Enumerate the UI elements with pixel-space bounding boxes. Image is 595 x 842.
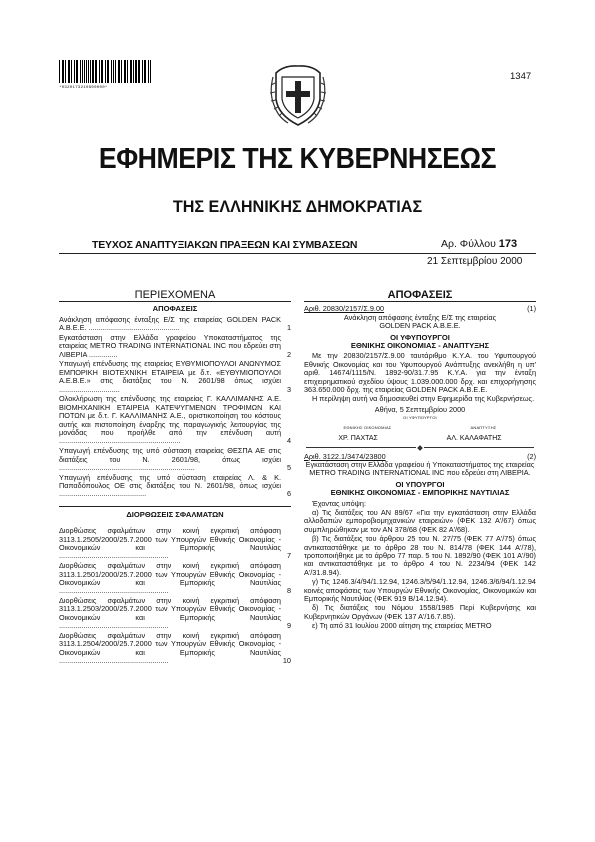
- barcode-bar: [86, 60, 87, 83]
- decision-2-subject: Εγκατάσταση στην Ελλάδα γραφείου ή Υποκαταστήματος της εταιρείας METRO TRADING INTERNATIONAL INC που εδρεύει στη ΛΙΒΕΡΙΑ.: [305, 459, 535, 478]
- decisions-title: ΑΠΟΦΑΣΕΙΣ: [387, 289, 453, 301]
- decision-2-authority-2: ΕΘΝΙΚΗΣ ΟΙΚΟΝΟΜΙΑΣ - ΕΜΠΟΡΙΚΗΣ ΝΑΥΤΙΛΙΑΣ: [330, 488, 510, 498]
- barcode-bar: [131, 60, 132, 83]
- barcode-bar: [135, 60, 136, 83]
- decision-1-signer-roles: [304, 424, 536, 432]
- masthead-title: ΕΦΗΜΕΡΙΣ ΤΗΣ ΚΥΒΕΡΝΗΣΕΩΣ: [98, 143, 497, 175]
- signer-1-role: ΕΘΝΙΚΗΣ ΟΙΚΟΝΟΜΙΑΣ: [343, 424, 392, 430]
- barcode-bar: [113, 60, 114, 83]
- toc-decision-item-page: 5: [286, 462, 291, 472]
- signer-2-name: ΑΛ. ΚΑΛΑΦΑΤΗΣ: [446, 435, 502, 443]
- barcode-bar: [82, 60, 83, 83]
- barcode-bar: [68, 60, 69, 83]
- decision-1-signers: [304, 435, 536, 443]
- coat-of-arms-icon: [268, 63, 328, 129]
- toc-decision-item[interactable]: [59, 360, 291, 394]
- barcode-bar: [144, 60, 145, 83]
- barcode-bar: [63, 60, 64, 83]
- toc-decision-item-page: 4: [286, 436, 291, 446]
- decision-2-ref: Αριθ. 3122.1/3474/23800: [304, 451, 386, 461]
- barcode-bar: [88, 60, 89, 83]
- toc-decision-item[interactable]: [59, 334, 291, 359]
- decision-2-item: δ) Τις διατάξεις του Νόμου 1558/1985 Περί Κυβερνήσης και Κυβερνητικών Οργάνων (ΦΕΚ 137 Α'/16.7.85).: [304, 603, 536, 621]
- toc-correction-item[interactable]: [59, 597, 291, 631]
- toc-decision-item-page: 6: [286, 489, 291, 499]
- toc-decision-item-text: Ανάκληση απόφασης ένταξης Ε/Σ της εταιρείας GOLDEN PACK A.B.E.E. .............................................: [59, 314, 281, 333]
- barcode-bar: [76, 60, 77, 83]
- decision-2-authority-1: ΟΙ ΥΠΟΥΡΓΟΙ: [395, 479, 445, 489]
- barcode-bar: [59, 60, 60, 83]
- toc-correction-item-text: Διορθώσεις σφαλμάτων στην κοινή εγκριτική απόφαση 3113.1.2501/2000/25.7.2000 των Υπουργών Εθνικής Οικονομίας - Οικονομικών και Εμπορικής Ναυτιλίας ......................................................: [59, 561, 281, 596]
- toc-correction-item-page: 8: [286, 586, 291, 596]
- toc-correction-item-text: Διορθώσεις σφαλμάτων στην κοινή εγκριτική απόφαση 3113.1.2503/2000/25.7.2000 των Υπουργών Εθνικής Οικονομίας - Οικονομικών και Εμπορικής Ναυτιλίας ......................................................: [59, 596, 281, 631]
- decisions-column: [304, 291, 536, 632]
- issue-number-value: 173: [498, 238, 518, 250]
- decision-1-number: (1): [527, 304, 536, 314]
- barcode-bar: [77, 60, 78, 83]
- decision-1-authority-1: ΟΙ ΥΦΥΠΟΥΡΓΟΙ: [390, 332, 450, 342]
- toc-decision-item[interactable]: [59, 316, 291, 333]
- toc-decision-item-page: 2: [286, 349, 291, 359]
- toc-correction-item-page: 9: [286, 621, 291, 631]
- page-number: 1347: [510, 71, 532, 82]
- toc-decision-item-page: 3: [286, 384, 291, 394]
- decision-1-signers-heading: ΟΙ ΥΦΥΠΟΥΡΓΟΙ: [403, 415, 437, 421]
- barcode-bar: [119, 60, 120, 83]
- issue-type: ΤΕΥΧΟΣ ΑΝΑΠΤΥΞΙΑΚΩΝ ΠΡΑΞΕΩΝ ΚΑΙ ΣΥΜΒΑΣΕΩΝ: [92, 239, 358, 251]
- decision-2-number: (2): [527, 451, 536, 461]
- barcode-bar: [127, 60, 128, 83]
- toc-decision-item-page: 1: [286, 323, 291, 333]
- issue-date: 21 Σεπτεμβρίου 2000: [427, 256, 523, 267]
- toc-decision-item[interactable]: [59, 447, 291, 472]
- toc-decision-item-text: Υπαγωγή επένδυσης της υπό σύσταση εταιρείας ΘΕΣΠΑ ΑΕ στις διατάξεις του Ν. 2601/98, όπως ισχύει ...................................................................: [59, 446, 281, 472]
- decision-2-item: γ) Τις 1246.3/4/94/1.12.94, 1246.3/5/94/1.12.94, 1246.3/6/94/1.12.94 κοινές αποφάσεις των Υπουργών Εθνικής Οικονομίας, Οικονομικών και Εμπορικής Ναυτιλίας (ΦΕΚ 919 Β/14.12.94).: [304, 577, 536, 603]
- decision-2-considering: Έχοντας υπόψη:: [312, 498, 366, 508]
- barcode-bar: [108, 60, 109, 83]
- toc-correction-item-page: 10: [282, 656, 291, 666]
- barcode-bar: [130, 60, 131, 83]
- decisions-list: [59, 316, 291, 499]
- barcode-bar: [101, 60, 102, 83]
- decision-1-place-date: Αθήνα, 5 Σεπτεμβρίου 2000: [374, 404, 466, 414]
- barcode-bar: [111, 60, 112, 83]
- decisions-heading: ΑΠΟΦΑΣΕΙΣ: [152, 304, 198, 314]
- barcode-bar: [118, 60, 119, 83]
- toc-correction-item[interactable]: [59, 527, 291, 561]
- issue-label: Αρ. Φύλλου: [441, 238, 496, 250]
- barcode-bar: [107, 60, 108, 83]
- barcode-bar: [95, 60, 96, 83]
- signer-1-name: ΧΡ. ΠΑΧΤΑΣ: [338, 435, 378, 443]
- contents-title: ΠΕΡΙΕΧΟΜΕΝΑ: [134, 289, 216, 301]
- contents-rule: [59, 301, 291, 302]
- barcode-bar: [121, 60, 122, 83]
- toc-decision-item-text: Υπαγωγή επένδυσης της υπό σύσταση εταιρείας Λ. & Κ. Παπαδόπουλος ΟΕ στις διατάξεις του Ν. 2601/98, όπως ισχύει ...........................................: [59, 472, 281, 499]
- toc-decision-item[interactable]: [59, 395, 291, 445]
- toc-decision-item-text: Υπαγωγή επένδυσης της εταιρείας ΕΥΘΥΜΙΟΠΟΥΛΟΙ ΑΝΩΝΥΜΟΣ ΕΜΠΟΡΙΚΗ ΒΙΟΤΕΧΝΙΚΗ ΕΤΑΙΡΕΙΑ με δ.τ. «ΕΥΘΥΜΙΟΠΟΥΛΟΙ Α.Ε.Β.Ε.» στις διατάξεις του Ν. 2601/98 όπως ισχύει ..............................: [59, 359, 281, 394]
- barcode-bar: [90, 60, 91, 83]
- barcode-bar: [74, 60, 75, 83]
- barcode-bar: [65, 60, 66, 83]
- barcode-bar: [71, 60, 72, 83]
- decision-1-subject: Ανάκληση απόφασης ένταξης Ε/Σ της εταιρείας GOLDEN PACK A.B.E.E.: [343, 312, 497, 331]
- corrections-heading: ΔΙΟΡΘΩΣΕΙΣ ΣΦΑΛΜΑΤΩΝ: [126, 509, 224, 519]
- barcode-bar: [80, 60, 81, 83]
- decision-2-item: α) Τις διατάξεις του ΑΝ 89/67 «Για την εγκατάσταση στην Ελλάδα αλλοδαπών εμποροβιομηχανικών εταιρειών» (ΦΕΚ 132 Α'/67) όπως συμπληρώθηκαν με τον ΑΝ 378/68 (ΦΕΚ 82 Α'/68).: [304, 507, 536, 534]
- barcode-bar: [99, 60, 100, 83]
- barcode-bar: [138, 60, 139, 83]
- barcode-number: *0320173210900000*: [59, 86, 108, 90]
- contents-column: [59, 291, 291, 667]
- decision-2-item: β) Τις διατάξεις του άρθρου 25 του Ν. 27/75 (ΦΕΚ 77 Α'/75) όπως αντικαταστάθηκε με το άρθρο 28 του Ν. 814/78 (ΦΕΚ 144 Α'/78), τροποποιήθηκε με το άρθρο 77 παρ. 5 του Ν. 1892/90 (ΦΕΚ 101 Α'/90) και αντικαταστάθηκε με το άρθρο 4 του Ν. 2234/94 (ΦΕΚ 142 Α'/31.8.94).: [304, 534, 536, 577]
- decision-separator: [304, 446, 536, 450]
- barcode-bar: [84, 60, 85, 83]
- header-rule: [59, 253, 536, 254]
- barcode-bar: [145, 60, 146, 83]
- toc-correction-item-text: Διορθώσεις σφαλμάτων στην κοινή εγκριτική απόφαση 3113.1.2505/2000/25.7.2000 των Υπουργών Εθνικής Οικονομίας - Οικονομικών και Εμπορικής Ναυτιλίας ......................................................: [59, 526, 281, 561]
- decision-1-ref: Αριθ. 20830/2157/Σ.9.00: [304, 304, 385, 314]
- decisions-rule: [304, 301, 536, 302]
- barcode-bar: [62, 60, 63, 83]
- barcode-bar: [148, 60, 149, 83]
- toc-correction-item[interactable]: [59, 632, 291, 666]
- toc-decision-item-text: Ολοκλήρωση της επένδυσης της εταιρείας Γ. ΚΑΛΛΙΜΑΝΗΣ Α.Ε. ΒΙΟΜΗΧΑΝΙΚΗ ΕΤΑΙΡΕΙΑ ΚΑΤΕΨΥΓΜΕΝΩΝ ΤΡΟΦΙΜΩΝ ΚΑΙ ΠΟΤΩΝ με δ.τ. Γ. ΚΑΛΛΙΜΑΝΗΣ Α.Ε., οριστικοποίηση του κόστους αυτής και πιστοποίηση έναρξης της παραγωγικής λειτουργίας της μονάδας που προήλθε από την επένδυση αυτή ............................................................: [59, 394, 281, 446]
- decision-2-items: [304, 509, 536, 631]
- toc-decision-item[interactable]: [59, 474, 291, 499]
- barcode-bar: [92, 60, 93, 83]
- barcode-bar: [102, 60, 103, 83]
- barcode-bar: [115, 60, 116, 83]
- signer-2-role: ΑΝΑΠΤΥΞΗΣ: [470, 424, 497, 430]
- barcode-bar: [133, 60, 134, 83]
- barcode-bar: [125, 60, 126, 83]
- barcode-bar: [139, 60, 140, 83]
- toc-correction-item[interactable]: [59, 562, 291, 596]
- decision-1-body-1: Με την 20830/2157/Σ.9.00 ταυτάριθμο Κ.Υ.Α. του Υφυπουργού Εθνικής Οικονομίας και του Υφυπουργού Ανάπτυξης ανεκλήθη η υπ' αριθ. 14674/1115/Ν. 1892-90/31.7.95 Κ.Υ.Α. για την ένταξη επιχειρηματικού σχεδίου ύψους 1.039.000.000 δρχ. και επιχορήγησης 363.650.000 δρχ. της εταιρείας GOLDEN PACK A.B.E.E.: [304, 351, 536, 395]
- issue-number: [441, 238, 517, 250]
- decision-2-item: ε) Τη από 31 Ιουλίου 2000 αίτηση της εταιρείας METRO: [312, 621, 492, 631]
- corrections-rule: [59, 506, 291, 507]
- toc-correction-item-text: Διορθώσεις σφαλμάτων στην κοινή εγκριτική απόφαση 3113.1.2504/2000/25.7.2000 των Υπουργών Εθνικής Οικονομίας - Οικονομικών και Εμπορικής Ναυτιλίας ......................................................: [59, 631, 281, 666]
- barcode-bar: [96, 60, 97, 83]
- toc-decision-item-text: Εγκατάσταση στην Ελλάδα γραφείου Υποκαταστήματος της εταιρείας METRO TRADING INTERNATIONAL INC που εδρεύει στη ΛΙΒΕΡΙΑ ..............: [59, 332, 281, 359]
- barcode-bar: [69, 60, 70, 83]
- decision-1-body-2: Η περίληψη αυτή να δημοσιευθεί στην Εφημερίδα της Κυβερνήσεως.: [312, 394, 535, 404]
- toc-correction-item-page: 7: [286, 551, 291, 561]
- barcode-bar: [105, 60, 106, 83]
- barcode-bar: [142, 60, 143, 83]
- corrections-list: [59, 527, 291, 665]
- masthead-subtitle: ΤΗΣ ΕΛΛΗΝΙΚΗΣ ΔΗΜΟΚΡΑΤΙΑΣ: [172, 197, 423, 216]
- decision-1-authority-2: ΕΘΝΙΚΗΣ ΟΙΚΟΝΟΜΙΑΣ - ΑΝΑΠΤΥΞΗΣ: [350, 341, 490, 351]
- barcode-bar: [150, 60, 151, 83]
- barcode-bar: [124, 60, 125, 83]
